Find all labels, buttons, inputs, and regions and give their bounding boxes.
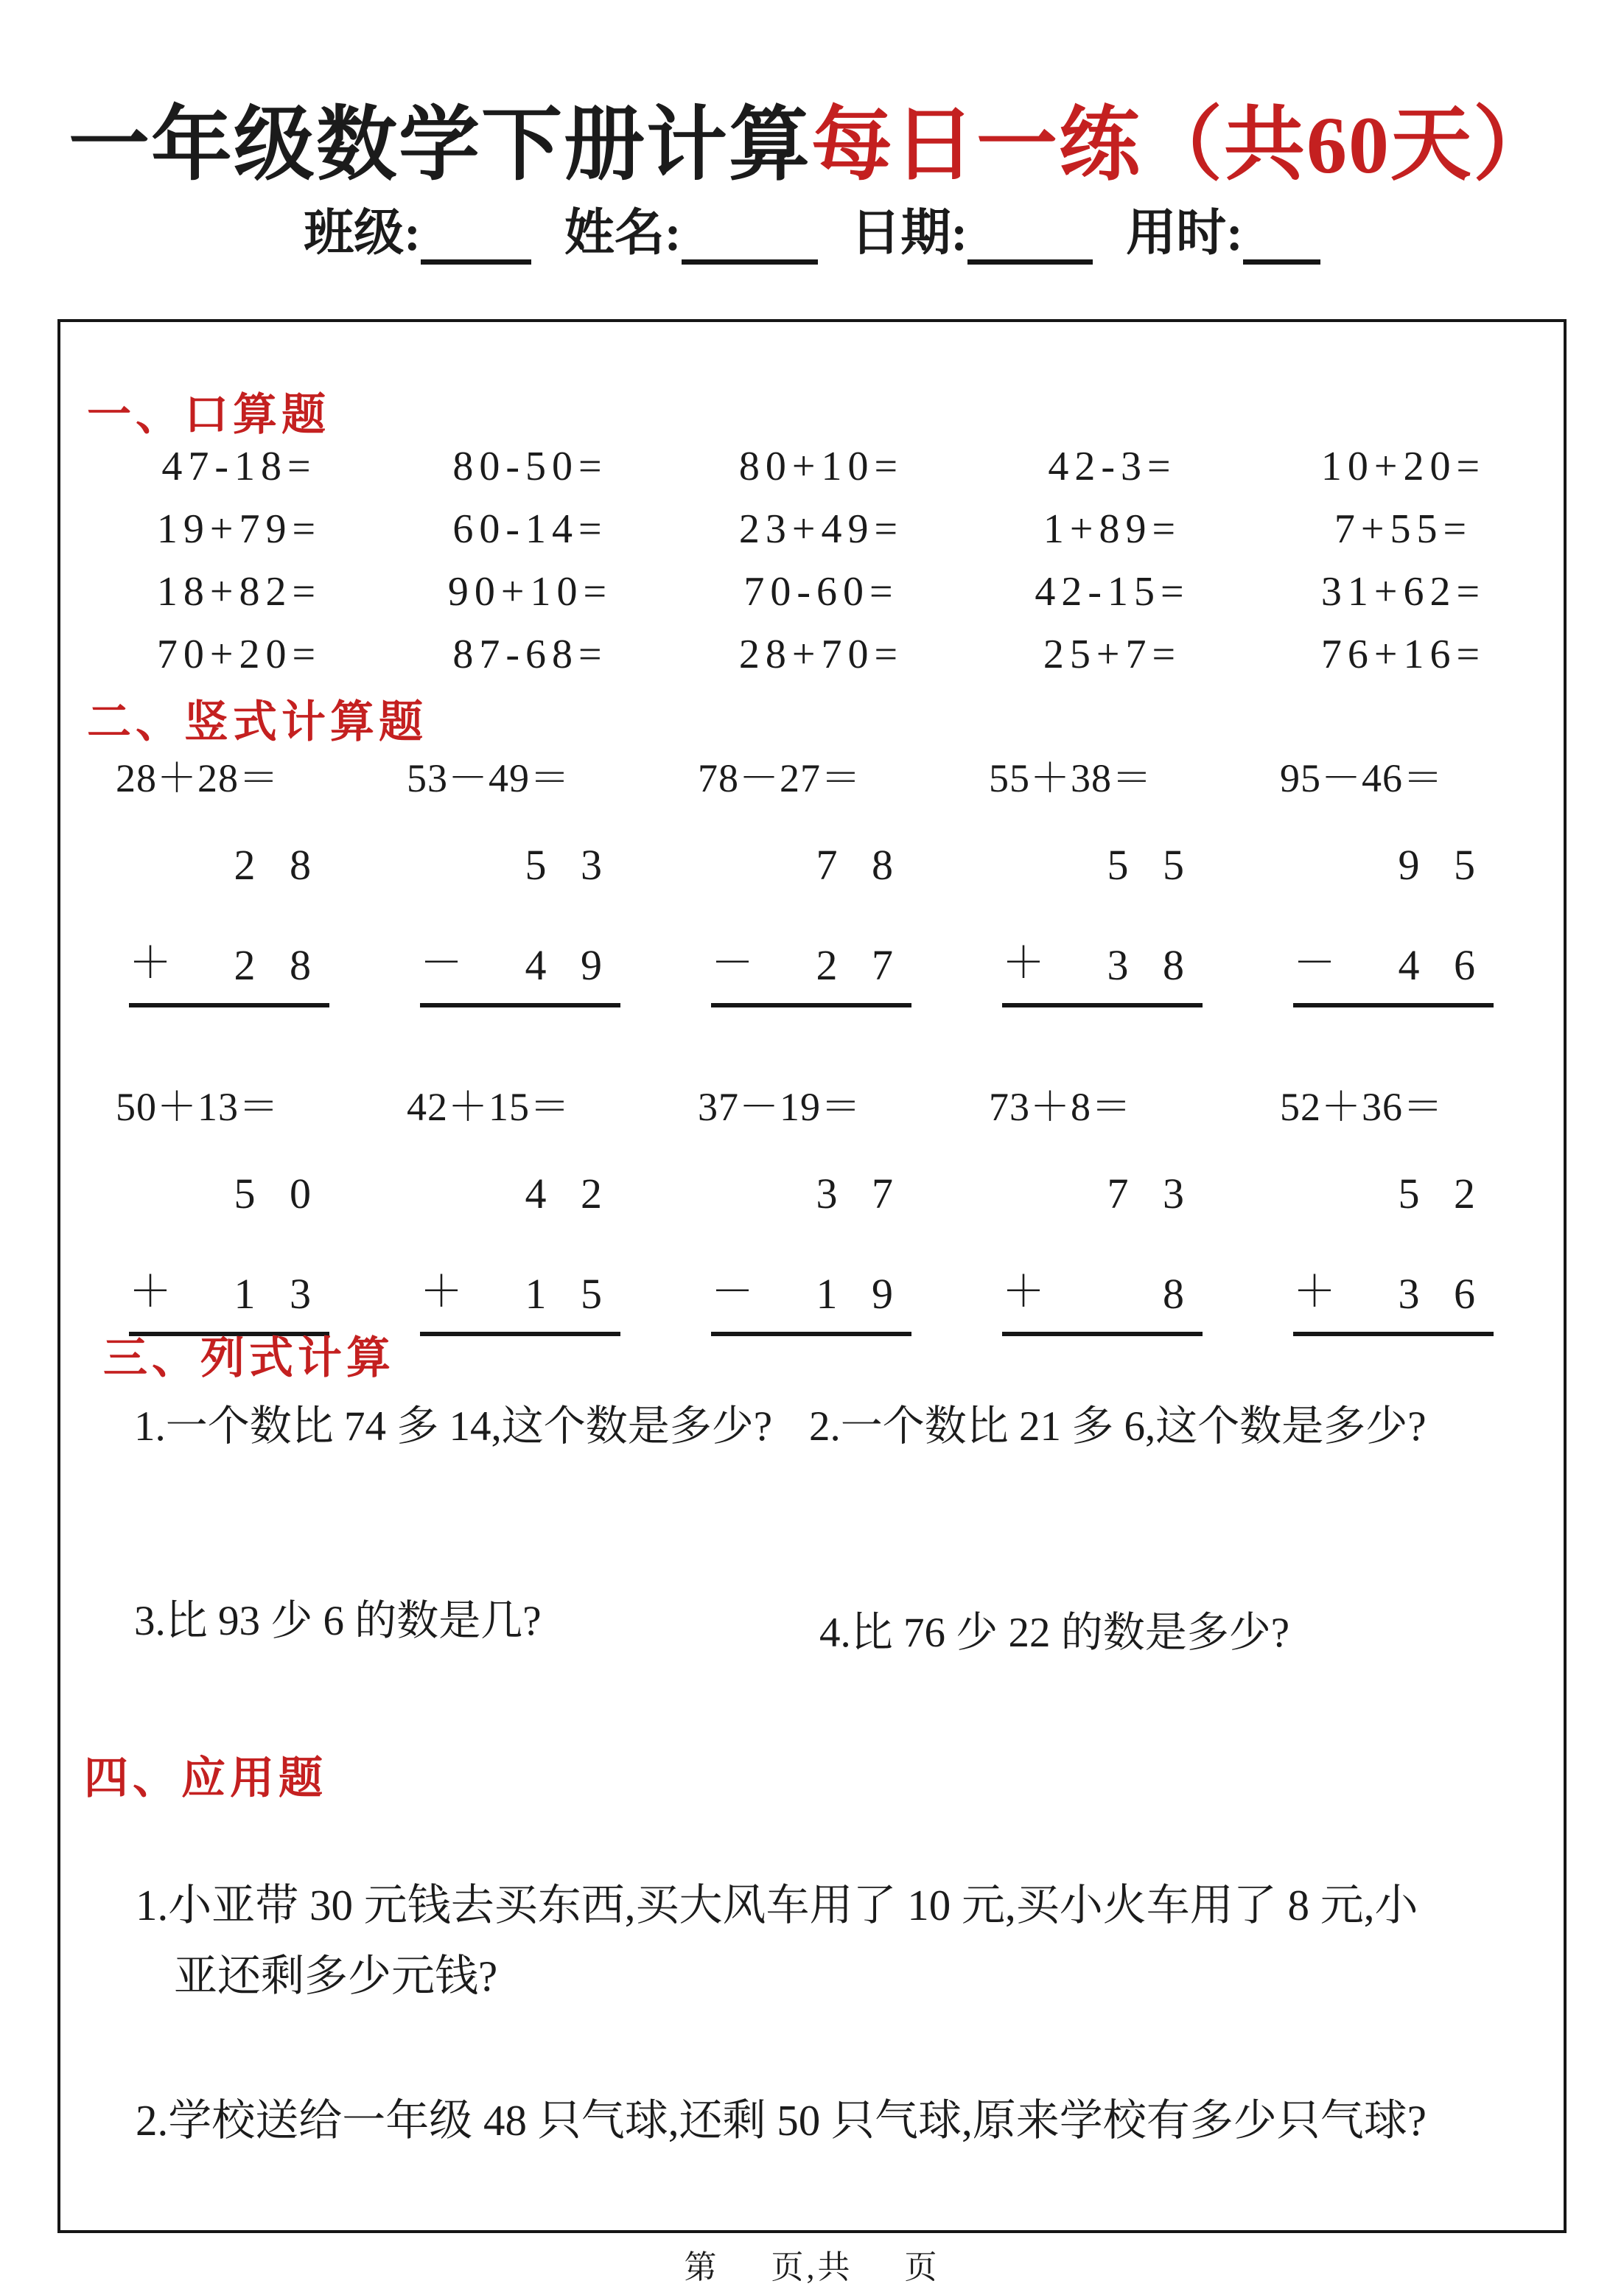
top-operand: 9 5 [1398, 841, 1475, 889]
oral-problem: 25+7= [1043, 632, 1182, 677]
page-title [0, 80, 1624, 196]
oral-problem: 1+89= [1043, 506, 1182, 552]
vertical-workspace [711, 840, 911, 1007]
equation-label: 53－49＝ [407, 756, 570, 800]
oral-problem: 70-60= [743, 569, 899, 615]
time-field [1126, 205, 1320, 261]
equation-label: 52＋36＝ [1280, 1085, 1443, 1129]
name-blank-line [682, 219, 818, 265]
vertical-problem [385, 747, 676, 1007]
vertical-workspace [1002, 840, 1203, 1007]
bottom-operand: 4 6 [1398, 941, 1475, 989]
vertical-workspace [1293, 1169, 1494, 1336]
equation-label: 28＋28＝ [116, 756, 279, 800]
expression-problem-3: 3.比 93 少 6 的数是几? [134, 1598, 542, 1644]
equation-label: 37－19＝ [698, 1085, 861, 1129]
oral-problem: 19+79= [156, 506, 322, 552]
bottom-operand: 1 9 [816, 1270, 893, 1318]
equation-label: 50＋13＝ [116, 1085, 279, 1129]
oral-problem: 76+16= [1320, 632, 1486, 677]
page-title-black: 一年级数学下册计算 [69, 99, 811, 190]
footer-page-mid: 页,共 [771, 2249, 853, 2285]
oral-problem: 42-3= [1048, 444, 1177, 489]
worksheet-body-box [57, 319, 1567, 2233]
top-operand: 7 3 [1107, 1170, 1184, 1218]
vertical-workspace [129, 840, 329, 1007]
vertical-problem [967, 1075, 1258, 1336]
footer-page-prefix: 第 [684, 2249, 720, 2285]
bottom-row-with-answer-line [711, 1257, 911, 1336]
oral-problem: 60-14= [452, 506, 608, 552]
top-operand: 5 0 [234, 1170, 311, 1218]
operator-sign: ＋ [129, 939, 172, 987]
vertical-problem [967, 747, 1258, 1007]
top-operand: 5 3 [525, 841, 602, 889]
operator-sign: ＋ [1002, 939, 1046, 987]
equation-label: 55＋38＝ [989, 756, 1152, 800]
bottom-operand: 1 5 [525, 1270, 602, 1318]
bottom-operand: 3 6 [1398, 1270, 1475, 1318]
footer-page-suffix: 页 [904, 2249, 940, 2285]
vertical-workspace [1002, 1169, 1203, 1336]
bottom-row-with-answer-line [1293, 928, 1494, 1007]
bottom-operand: 2 8 [234, 941, 311, 989]
equation-label: 95－46＝ [1280, 756, 1443, 800]
section-heading-vertical: 二、竖式计算题 [87, 698, 427, 747]
equation-label: 73＋8＝ [989, 1085, 1132, 1129]
oral-problem: 80-50= [452, 444, 608, 489]
page-footer [0, 2240, 1624, 2288]
operator-sign: － [420, 939, 463, 987]
oral-problem: 18+82= [156, 569, 322, 615]
operator-sign: － [711, 939, 755, 987]
operator-sign: － [1293, 939, 1337, 987]
top-operand: 7 8 [816, 841, 893, 889]
word-problem-2: 2.学校送给一年级 48 只气球,还剩 50 只气球,原来学校有多少只气球? [136, 2096, 1427, 2145]
date-label: 日期: [850, 205, 968, 261]
bottom-row-with-answer-line [711, 928, 911, 1007]
word-problem-1-line1: 1.小亚带 30 元钱去买东西,买大风车用了 10 元,买小火车用了 8 元,小 [136, 1881, 1418, 1929]
operator-sign: ＋ [1293, 1268, 1337, 1316]
bottom-operand: 1 3 [234, 1270, 311, 1318]
oral-problem: 10+20= [1320, 444, 1486, 489]
bottom-row-with-answer-line [420, 1257, 620, 1336]
vertical-workspace [129, 1169, 329, 1336]
time-blank-line [1243, 219, 1320, 265]
page-title-red: 每日一练（共60天） [811, 99, 1555, 190]
vertical-workspace [1293, 840, 1494, 1007]
oral-problem: 7+55= [1334, 506, 1473, 552]
operator-sign: ＋ [1002, 1268, 1046, 1316]
oral-problem: 47-18= [161, 444, 317, 489]
word-problem-1 [136, 1870, 1418, 2011]
section-heading-expression: 三、列式计算 [103, 1334, 395, 1383]
time-label: 用时: [1126, 205, 1243, 261]
oral-problems-grid [94, 441, 1549, 680]
oral-problem: 23+49= [738, 506, 904, 552]
bottom-operand: 8 [1163, 1270, 1184, 1318]
expression-problem-4: 4.比 76 少 22 的数是多少? [819, 1610, 1290, 1656]
bottom-operand: 4 9 [525, 941, 602, 989]
top-operand: 5 2 [1398, 1170, 1475, 1218]
oral-problem: 31+62= [1320, 569, 1486, 615]
bottom-row-with-answer-line [129, 928, 329, 1007]
equation-label: 42＋15＝ [407, 1085, 570, 1129]
bottom-row-with-answer-line [1002, 1257, 1203, 1336]
oral-problem: 28+70= [738, 632, 904, 677]
operator-sign: － [711, 1268, 755, 1316]
section-heading-word-problems: 四、应用题 [84, 1754, 327, 1803]
vertical-problem [94, 747, 385, 1007]
vertical-workspace [420, 1169, 620, 1336]
vertical-problems-grid [94, 747, 1549, 1336]
vertical-problem [1258, 747, 1549, 1007]
student-info-line [0, 193, 1624, 265]
operator-sign: ＋ [129, 1268, 172, 1316]
equation-label: 78－27＝ [698, 756, 861, 800]
word-problem-1-line2: 亚还剩多少元钱? [174, 1952, 498, 2000]
top-operand: 3 7 [816, 1170, 893, 1218]
date-blank-line [967, 219, 1093, 265]
class-field [304, 205, 531, 261]
vertical-problem [676, 1075, 967, 1336]
vertical-workspace [711, 1169, 911, 1336]
name-field [564, 205, 818, 261]
vertical-problem [1258, 1075, 1549, 1336]
top-operand: 4 2 [525, 1170, 602, 1218]
expression-problem-2: 2.一个数比 21 多 6,这个数是多少? [809, 1403, 1427, 1450]
bottom-row-with-answer-line [420, 928, 620, 1007]
top-operand: 5 5 [1107, 841, 1184, 889]
vertical-problem [94, 1075, 385, 1336]
vertical-workspace [420, 840, 620, 1007]
bottom-operand: 2 7 [816, 941, 893, 989]
vertical-problem [676, 747, 967, 1007]
oral-problem: 87-68= [452, 632, 608, 677]
bottom-row-with-answer-line [1002, 928, 1203, 1007]
section-heading-oral: 一、口算题 [87, 391, 330, 439]
operator-sign: ＋ [420, 1268, 463, 1316]
class-label: 班级: [304, 205, 421, 261]
class-blank-line [421, 219, 531, 265]
bottom-row-with-answer-line [1293, 1257, 1494, 1336]
name-label: 姓名: [564, 205, 682, 261]
top-operand: 2 8 [234, 841, 311, 889]
bottom-operand: 3 8 [1107, 941, 1184, 989]
vertical-problem [385, 1075, 676, 1336]
date-field [851, 205, 1093, 261]
oral-problem: 90+10= [447, 569, 613, 615]
expression-problem-1: 1.一个数比 74 多 14,这个数是多少? [134, 1403, 773, 1450]
oral-problem: 42-15= [1035, 569, 1190, 615]
oral-problem: 80+10= [738, 444, 904, 489]
oral-problem: 70+20= [156, 632, 322, 677]
